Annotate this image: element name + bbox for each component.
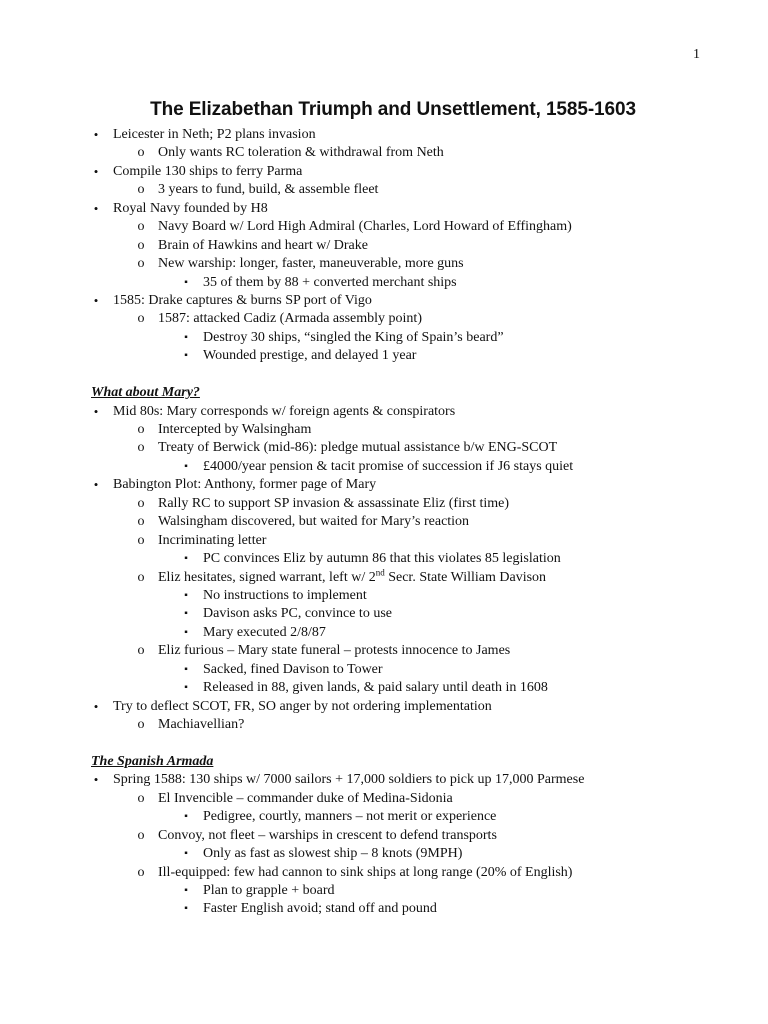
outline-item-level-2 <box>0 421 768 439</box>
outline-item-text <box>158 827 497 845</box>
document-title: The Elizabethan Triumph and Unsettlement, 1585-1603 <box>150 99 636 120</box>
outline-item-level-3 <box>0 347 768 365</box>
outline-item-level-1 <box>0 200 768 218</box>
outline-item-text <box>113 163 302 181</box>
outline-item-level-1 <box>0 771 768 789</box>
outline-item-level-1 <box>0 292 768 310</box>
bullet-icon: o <box>137 440 145 456</box>
outline-item-text-main: Treaty of Berwick (mid-86): pledge mutual assistance b/w ENG-SCOT <box>158 440 558 456</box>
outline-item-text <box>203 845 462 863</box>
outline-item-level-1 <box>0 698 768 716</box>
bullet-icon: ▪ <box>184 460 188 472</box>
outline-item-level-2 <box>0 513 768 531</box>
outline-item-text <box>158 144 444 162</box>
outline-item-level-2 <box>0 237 768 255</box>
outline-item-level-3 <box>0 329 768 347</box>
bullet-icon: o <box>137 864 145 880</box>
outline-item-level-2 <box>0 218 768 236</box>
outline-item-text-main: Plan to grapple + board <box>203 882 335 898</box>
outline-item-level-3 <box>0 550 768 568</box>
bullet-icon: ▪ <box>184 331 188 343</box>
bullet-icon: o <box>137 182 145 198</box>
outline-item-text <box>158 716 244 734</box>
bullet-icon: • <box>93 403 99 419</box>
bullet-icon: o <box>137 643 145 659</box>
outline-item-level-2 <box>0 642 768 660</box>
outline-item-text <box>158 532 266 550</box>
bullet-icon: o <box>137 532 145 548</box>
outline-item-level-1 <box>0 163 768 181</box>
outline-item-text-main: Ill-equipped: few had cannon to sink ships at long range (20% of English) <box>158 864 573 880</box>
outline-item-text <box>158 421 311 439</box>
bullet-icon: o <box>137 827 145 843</box>
outline-item-text-main: Leicester in Neth; P2 plans invasion <box>113 127 316 142</box>
outline-item-text-main: Mary executed 2/8/87 <box>203 624 326 640</box>
bullet-icon: o <box>137 219 145 235</box>
outline-item-level-3 <box>0 587 768 605</box>
outline-item-text-main: Destroy 30 ships, “singled the King of Spain’s beard” <box>203 329 504 345</box>
outline-item-text-main: New warship: longer, faster, maneuverable, more guns <box>158 256 464 272</box>
bullet-icon: • <box>93 477 99 493</box>
outline-item-text <box>158 790 453 808</box>
outline-item-text <box>203 624 326 642</box>
outline-item-text <box>113 476 376 494</box>
outline-item-text <box>203 661 383 679</box>
outline-item-text-main: Eliz hesitates, signed warrant, left w/ 2 <box>158 569 376 585</box>
outline-item-text-continued: Secr. State William Davison <box>384 569 547 585</box>
outline-item-text <box>203 550 561 568</box>
outline-item-text <box>158 864 572 882</box>
outline-item-text <box>158 566 547 587</box>
outline-item-text-main: Eliz furious – Mary state funeral – protests innocence to James <box>158 643 511 659</box>
outline-item-level-2 <box>0 532 768 550</box>
outline-item-text-main: El Invencible – commander duke of Medina-Sidonia <box>158 790 453 806</box>
outline-item-text <box>113 698 492 716</box>
outline-item-text-main: Released in 88, given lands, & paid salary until death in 1608 <box>203 680 548 696</box>
bullet-icon: o <box>137 237 145 253</box>
outline-item-text-main: Babington Plot: Anthony, former page of Mary <box>113 477 377 493</box>
bullet-icon: ▪ <box>184 626 188 638</box>
outline-item-text-main: Royal Navy founded by H8 <box>113 200 268 216</box>
outline-item-text <box>113 771 584 789</box>
outline-item-text-main: Sacked, fined Davison to Tower <box>203 661 383 677</box>
outline-item-level-1 <box>0 476 768 494</box>
bullet-icon: ▪ <box>184 848 188 860</box>
bullet-icon: o <box>137 422 145 437</box>
outline-item-text-main: 35 of them by 88 + converted merchant ships <box>203 274 457 290</box>
bullet-icon: • <box>93 163 99 179</box>
outline-item-level-2 <box>0 310 768 328</box>
outline-item-text <box>158 181 378 199</box>
outline-item-text-main: Machiavellian? <box>158 717 245 732</box>
outline-item-level-3 <box>0 845 768 863</box>
outline-item-text <box>203 458 573 476</box>
outline-item-level-3 <box>0 679 768 697</box>
outline-item-level-2 <box>0 144 768 162</box>
outline-item-text <box>203 587 367 605</box>
bullet-icon: ▪ <box>184 682 188 694</box>
outline-item-text <box>158 218 572 236</box>
outline-item-level-3 <box>0 661 768 679</box>
bullet-icon: ▪ <box>184 608 188 620</box>
bullet-icon: ▪ <box>184 553 188 565</box>
bullet-icon: ▪ <box>184 589 188 601</box>
outline-item-level-3 <box>0 274 768 292</box>
bullet-icon: o <box>137 311 145 327</box>
outline-item-text-main: Try to deflect SCOT, FR, SO anger by not ordering implementation <box>113 698 492 714</box>
outline-item-level-3 <box>0 605 768 623</box>
outline-item-level-2 <box>0 864 768 882</box>
bullet-icon: ▪ <box>184 903 188 915</box>
bullet-icon: ▪ <box>184 811 188 823</box>
bullet-icon: ▪ <box>184 884 188 896</box>
outline-item-text <box>158 642 510 660</box>
outline-item-text-main: Intercepted by Walsingham <box>158 422 312 437</box>
outline-item-level-2 <box>0 790 768 808</box>
outline-item-text <box>158 310 422 328</box>
outline-item-text <box>203 882 335 900</box>
ordinal-superscript: nd <box>375 566 385 577</box>
bullet-icon: ▪ <box>184 663 188 675</box>
bullet-icon: o <box>137 790 145 806</box>
outline-item-level-3 <box>0 458 768 476</box>
section-heading-text: What about Mary? <box>91 385 200 401</box>
bullet-icon: o <box>137 145 145 161</box>
outline-item-level-2 <box>0 495 768 513</box>
outline-item-level-3 <box>0 808 768 826</box>
outline-item-level-2 <box>0 716 768 734</box>
bullet-icon: ▪ <box>184 276 188 288</box>
outline-item-text <box>158 255 464 273</box>
section-spacer <box>0 734 768 752</box>
outline-item-text-main: 1587: attacked Cadiz (Armada assembly point) <box>158 311 422 327</box>
outline-item-text <box>203 605 392 623</box>
outline-item-text <box>158 237 368 255</box>
bullet-icon: o <box>137 717 145 732</box>
outline-item-text-main: PC convinces Eliz by autumn 86 that this violates 85 legislation <box>203 551 561 567</box>
section-heading <box>0 384 768 402</box>
outline-item-text-main: Only wants RC toleration & withdrawal from Neth <box>158 145 444 161</box>
outline-item-text-main: 1585: Drake captures & burns SP port of Vigo <box>113 292 372 308</box>
bullet-icon: • <box>93 698 99 714</box>
bullet-icon: • <box>93 200 99 216</box>
outline-item-text-main: Only as fast as slowest ship – 8 knots (9MPH) <box>203 846 463 862</box>
outline-item-text <box>113 200 268 218</box>
bullet-icon: • <box>93 127 99 142</box>
outline-item-text <box>158 513 469 531</box>
outline-item-level-3 <box>0 882 768 900</box>
outline-item-text-main: Pedigree, courtly, manners – not merit or experience <box>203 809 497 825</box>
outline-item-text <box>203 900 437 918</box>
outline-item-level-1 <box>0 126 768 144</box>
outline-item-text <box>113 403 455 421</box>
section-heading-text: The Spanish Armada <box>91 753 214 769</box>
outline-item-text <box>203 347 416 365</box>
document-body <box>0 126 768 919</box>
outline-item-text-main: 3 years to fund, build, & assemble fleet <box>158 182 379 198</box>
outline-item-text <box>203 679 548 697</box>
bullet-icon: o <box>137 569 145 585</box>
outline-item-text-main: Incriminating letter <box>158 532 267 548</box>
outline-item-text-main: Wounded prestige, and delayed 1 year <box>203 348 417 364</box>
outline-item-text <box>203 274 457 292</box>
outline-item-level-2 <box>0 566 768 587</box>
outline-item-text <box>113 292 372 310</box>
section-heading <box>0 753 768 771</box>
outline-item-text-main: Davison asks PC, convince to use <box>203 606 392 622</box>
outline-item-text-main: No instructions to implement <box>203 587 367 603</box>
outline-item-text-main: Walsingham discovered, but waited for Mary’s reaction <box>158 514 470 530</box>
outline-item-level-2 <box>0 439 768 457</box>
outline-item-text <box>113 126 316 144</box>
bullet-icon: o <box>137 495 145 511</box>
outline-item-text-main: Faster English avoid; stand off and pound <box>203 901 437 917</box>
bullet-icon: • <box>93 292 99 308</box>
outline-item-text <box>203 329 504 347</box>
bullet-icon: • <box>93 772 99 788</box>
bullet-icon: o <box>137 256 145 272</box>
bullet-icon: ▪ <box>184 350 188 362</box>
outline-item-text-main: Mid 80s: Mary corresponds w/ foreign agents & conspirators <box>113 403 456 419</box>
outline-item-text-main: Navy Board w/ Lord High Admiral (Charles, Lord Howard of Effingham) <box>158 219 572 235</box>
section-spacer <box>0 366 768 384</box>
outline-item-level-1 <box>0 403 768 421</box>
outline-item-level-2 <box>0 181 768 199</box>
outline-item-text-main: Compile 130 ships to ferry Parma <box>113 163 303 179</box>
outline-item-text-main: Convoy, not fleet – warships in crescent to defend transports <box>158 827 497 843</box>
page-number: 1 <box>693 47 700 62</box>
outline-item-text-main: Spring 1588: 130 ships w/ 7000 sailors + 17,000 soldiers to pick up 17,000 Parmese <box>113 772 585 788</box>
outline-item-text <box>158 495 509 513</box>
bullet-icon: o <box>137 514 145 530</box>
outline-item-text-main: Brain of Hawkins and heart w/ Drake <box>158 237 368 253</box>
outline-item-text-main: £4000/year pension & tacit promise of succession if J6 stays quiet <box>203 458 574 474</box>
outline-item-level-3 <box>0 624 768 642</box>
outline-item-text <box>203 808 496 826</box>
outline-item-level-3 <box>0 900 768 918</box>
outline-item-text <box>158 439 557 457</box>
outline-item-level-2 <box>0 255 768 273</box>
outline-item-level-2 <box>0 827 768 845</box>
outline-item-text-main: Rally RC to support SP invasion & assassinate Eliz (first time) <box>158 495 510 511</box>
